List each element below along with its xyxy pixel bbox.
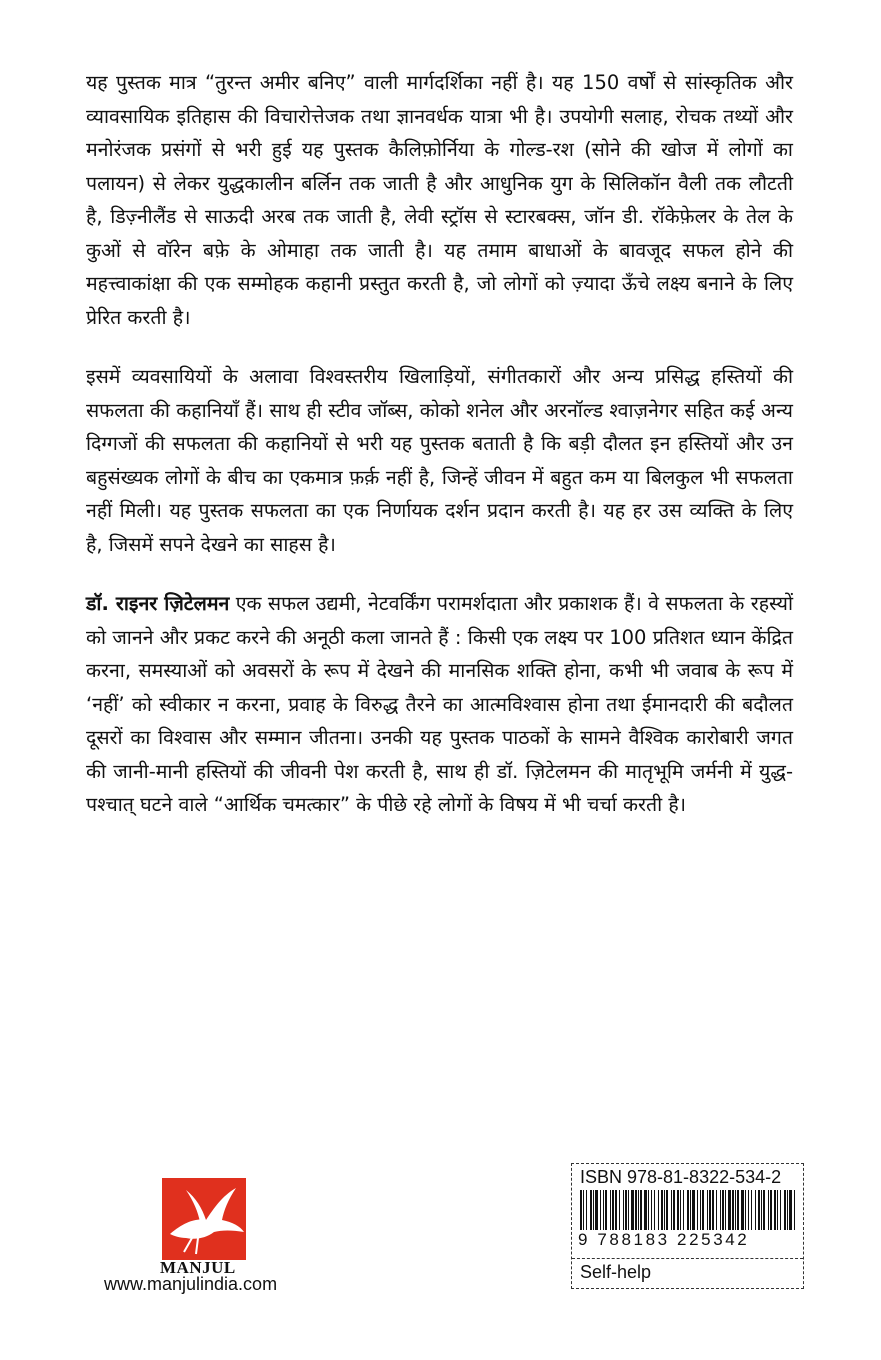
isbn-digits: 9 788183 225342 — [578, 1230, 798, 1250]
description-paragraph-1: यह पुस्तक मात्र “तुरन्त अमीर बनिए” वाली मार्गदर्शिका नहीं है। यह 150 वर्षों से सांस्कृतिक और व्यावसायिक इतिहास की विचारोत्तेजक तथा ज्ञानवर्धक यात्रा भी है। उपयोगी सलाह, रोचक तथ्यों और मनोरंजक प्रसंगों से भरी हुई यह पुस्तक कैलिफ़ोर्निया के गोल्ड-रश (सोने की खोज में लोगों का पलायन) से लेकर युद्धकालीन बर्लिन तक जाती है और आधुनिक युग के सिलिकॉन वैली तक लौटती है, डिज़्नीलैंड से साऊदी अरब तक जाती है, लेवी स्ट्रॉस से स्टारबक्स, जॉन डी. रॉकेफ़ेलर के तेल के कुओं से वॉरेन बफ़े के ओमाहा तक जाती है। यह तमाम बाधाओं के बावजूद सफल होने की महत्त्वाकांक्षा की एक सम्मोहक कहानी प्रस्तुत करती है, जो लोगों को ज़्यादा ऊँचे लक्ष्य बनाने के लिए प्रेरित करती है। — [86, 71, 793, 329]
logo-red-square — [162, 1178, 246, 1260]
author-bio-paragraph — [86, 587, 793, 822]
publisher-name: MANJUL — [160, 1258, 236, 1277]
isbn-divider — [572, 1258, 803, 1259]
crane-bird-icon — [162, 1178, 246, 1260]
back-cover-text — [86, 66, 793, 848]
publisher-website: www.manjulindia.com — [104, 1274, 278, 1294]
author-name: डॉ. राइनर ज़िटेलमन — [86, 592, 230, 615]
publisher-logo — [104, 1170, 314, 1300]
isbn-label: ISBN 978-81-8322-534-2 — [580, 1167, 782, 1187]
description-paragraph-2: इसमें व्यवसायियों के अलावा विश्वस्तरीय खिलाड़ियों, संगीतकारों और अन्य प्रसिद्ध हस्तियों की सफलता की कहानियाँ हैं। साथ ही स्टीव जॉब्स, कोको शनेल और अरनॉल्ड श्वाज़नेगर सहित कई अन्य दिग्गजों की सफलता की कहानियों से भरी यह पुस्तक बताती है कि बड़ी दौलत इन हस्तियों और उन बहुसंख्यक लोगों के बीच का एकमात्र फ़र्क़ नहीं है, जिन्हें जीवन में बहुत कम या बिलकुल भी सफलता नहीं मिली। यह पुस्तक सफलता का एक निर्णायक दर्शन प्रदान करती है। यह हर उस व्यक्ति के लिए है, जिसमें सपने देखने का साहस है। — [86, 365, 793, 556]
author-bio-text: एक सफल उद्यमी, नेटवर्किंग परामर्शदाता और प्रकाशक हैं। वे सफलता के रहस्यों को जानने और प्रकट करने की अनूठी कला जानते हैं : किसी एक लक्ष्य पर 100 प्रतिशत ध्यान केंद्रित करना, समस्याओं को अवसरों के रूप में देखने की मानसिक शक्ति होना, कभी भी जवाब के रूप में ‘नहीं’ को स्वीकार न करना, प्रवाह के विरुद्ध तैरने का आत्मविश्वास होना तथा ईमानदारी की बदौलत दूसरों का विश्वास और सम्मान जीतना। उनकी यह पुस्तक पाठकों के सामने वैश्विक कारोबारी जगत की जानी-मानी हस्तियों की जीवनी पेश करती है, साथ ही डॉ. ज़िटेलमन की मातृभूमि जर्मनी में युद्ध-पश्चात् घटने वाले “आर्थिक चमत्कार” के पीछे रहे लोगों के विषय में भी चर्चा करती है। — [86, 592, 794, 816]
isbn-barcode-box — [571, 1163, 804, 1289]
book-category: Self-help — [580, 1262, 652, 1282]
